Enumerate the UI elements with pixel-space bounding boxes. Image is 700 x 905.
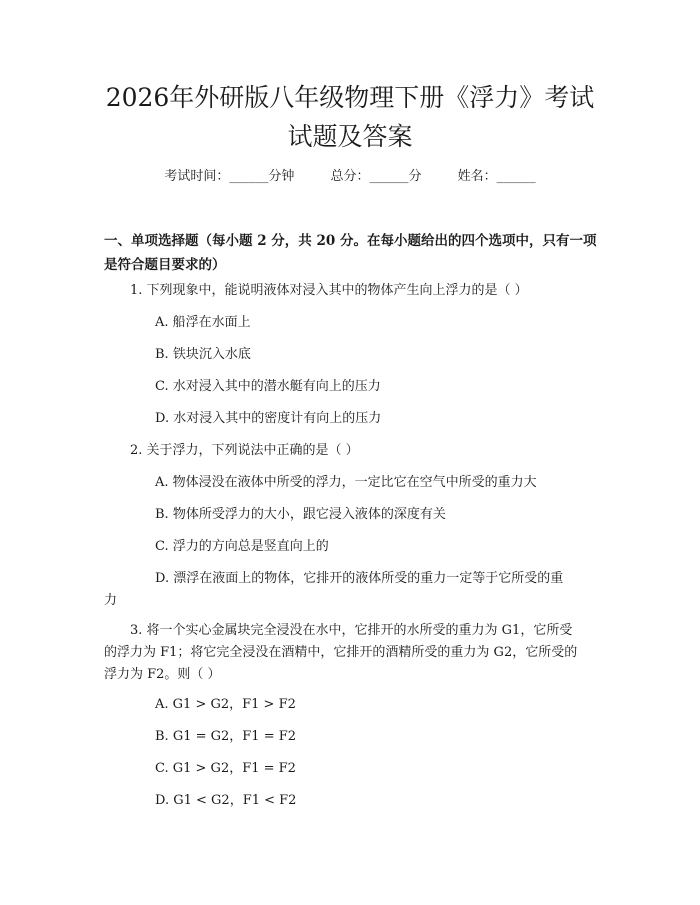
question-2-option-c: C. 浮力的方向总是竖直向上的 [155, 539, 329, 554]
question-2-option-b: B. 物体所受浮力的大小，跟它浸入液体的深度有关 [155, 507, 446, 522]
section-heading [104, 229, 604, 277]
question-2-stem: 2. 关于浮力，下列说法中正确的是（ ） [130, 443, 359, 458]
exam-title-line-2: 试题及答案 [287, 122, 413, 151]
question-3-stem-line-3: 浮力为 F2。则（ ） [104, 667, 221, 682]
exam-meta [0, 167, 700, 187]
question-1-option-d: D. 水对浸入其中的密度计有向上的压力 [155, 411, 382, 426]
section-heading-line-1: 一、单项选择题（每小题 2 分，共 20 分。在每小题给出的四个选项中，只有一项 [104, 233, 597, 249]
question-3-stem-line-1: 3. 将一个实心金属块完全浸没在水中，它排开的水所受的重力为 G1，它所受 [130, 623, 573, 638]
question-2-option-d-continued: 力 [104, 593, 118, 608]
exam-title-line-1: 2026年外研版八年级物理下册《浮力》考试 [105, 83, 595, 112]
question-3-option-c: C. G1 > G2，F1 = F2 [155, 761, 296, 776]
question-2-option-a: A. 物体浸没在液体中所受的浮力，一定比它在空气中所受的重力大 [155, 475, 537, 490]
exam-time-field: 考试时间：______分钟 [164, 169, 295, 184]
student-name-field: 姓名：______ [457, 169, 536, 184]
total-score-field: 总分：______分 [330, 169, 422, 184]
question-1-option-b: B. 铁块沉入水底 [155, 347, 251, 362]
section-heading-line-2: 是符合题目要求的） [104, 257, 226, 273]
question-3-option-a: A. G1 > G2，F1 > F2 [155, 697, 296, 712]
question-2-option-d: D. 漂浮在液面上的物体，它排开的液体所受的重力一定等于它所受的重 [155, 571, 564, 586]
question-1-option-a: A. 船浮在水面上 [155, 315, 251, 330]
question-3-option-b: B. G1 = G2，F1 = F2 [155, 729, 297, 744]
question-3-option-d: D. G1 < G2，F1 < F2 [155, 793, 297, 808]
question-1-option-c: C. 水对浸入其中的潜水艇有向上的压力 [155, 379, 381, 394]
question-3-stem-line-2: 的浮力为 F1；将它完全浸没在酒精中，它排开的酒精所受的重力为 G2，它所受的 [104, 645, 578, 660]
question-1-stem: 1. 下列现象中，能说明液体对浸入其中的物体产生向上浮力的是（ ） [130, 283, 528, 298]
